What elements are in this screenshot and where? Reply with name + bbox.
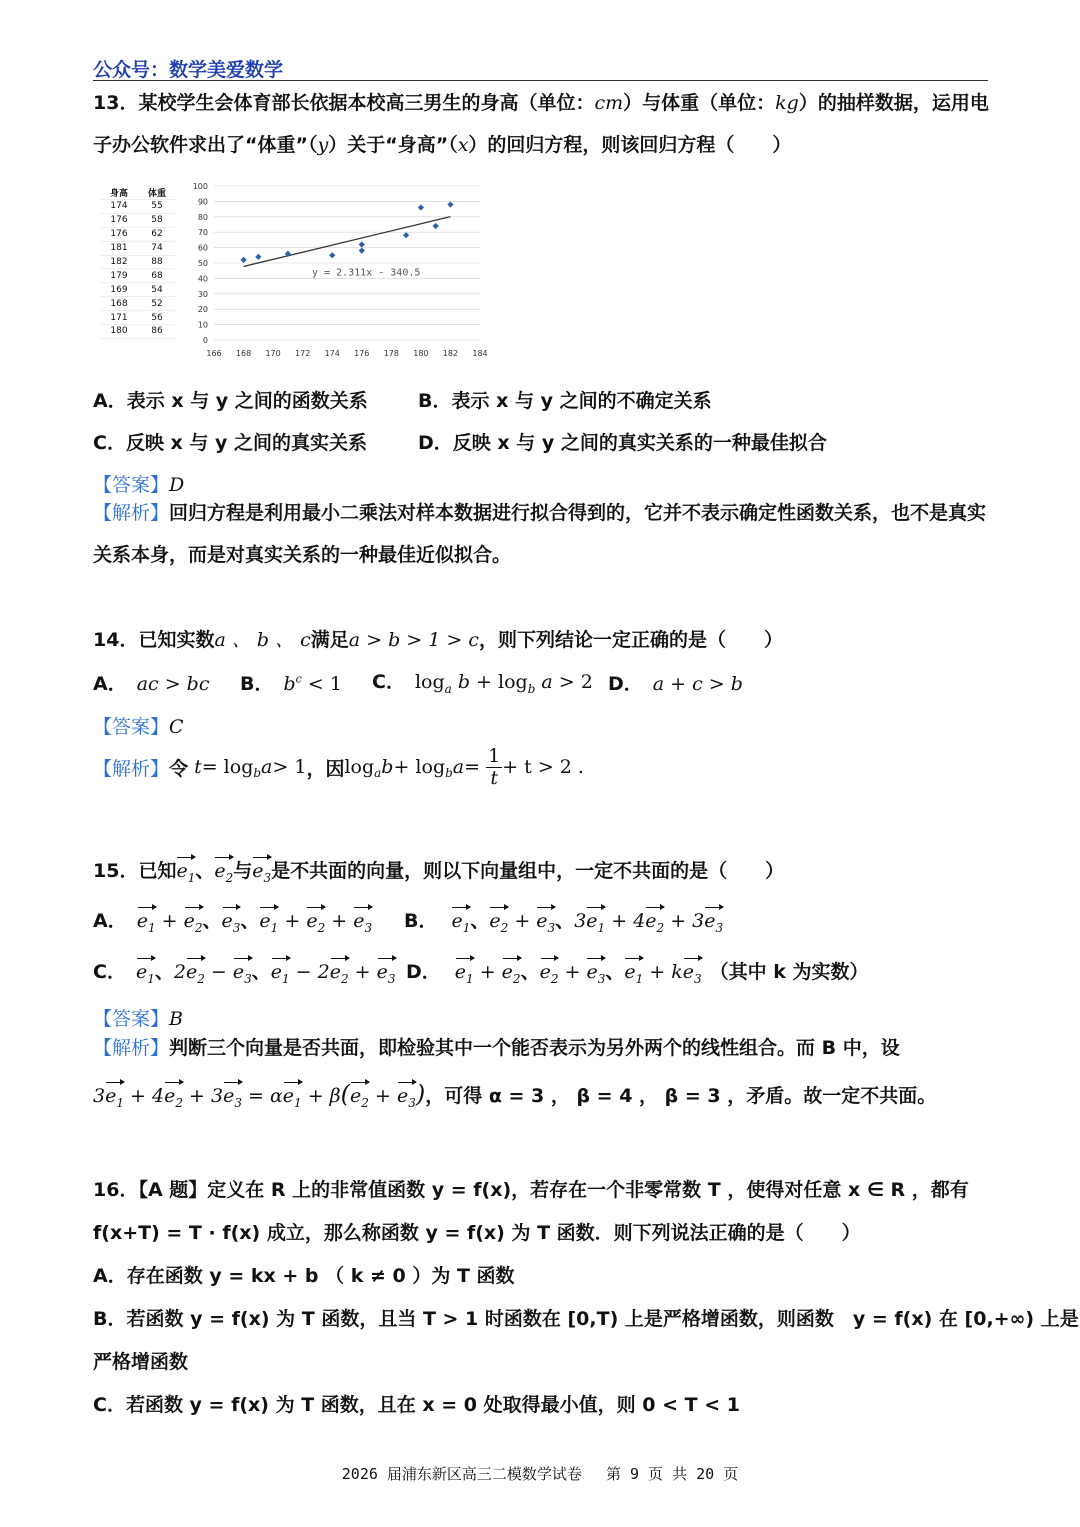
table-cell: 55	[138, 200, 176, 214]
x-tick-label: 170	[265, 349, 281, 358]
analysis-tag: 【解析】	[93, 1037, 170, 1059]
data-point	[255, 254, 261, 260]
data-point	[240, 257, 246, 263]
table-cell: 58	[138, 213, 176, 227]
y-tick-label: 80	[197, 212, 208, 222]
q13-analysis-text1: 回归方程是利用最小二乘法对样本数据进行拟合得到的，它并不表示确定性函数关系，也不是真实	[169, 502, 987, 524]
q15-option-d: D． $e_1 + e_2$、$e_2 + e_3$、$e_1 + ke_3$ （其中 k 为实数）	[406, 961, 869, 986]
table-cell: 62	[138, 227, 176, 241]
data-point	[359, 241, 365, 247]
q14-option-c-log1: log	[414, 671, 445, 693]
q14-analysis-line: 【解析】 令 t = log $_b$ a > 1 ，因 log $_a$ b + log $_b$ a = $\frac{1}{t}$ + t > 2 .	[93, 744, 584, 789]
table-cell: 86	[138, 325, 176, 339]
table-row	[100, 241, 176, 255]
answer-tag: 【答案】	[93, 716, 170, 738]
q14-option-b-tail: < 1	[301, 673, 342, 695]
table-cell: 180	[100, 325, 138, 339]
option-label: D．	[406, 961, 441, 983]
option-label: B．	[404, 910, 438, 932]
table-cell: 168	[100, 297, 138, 311]
x-tick-label: 172	[295, 349, 311, 358]
table-cell: 68	[138, 269, 176, 283]
data-point	[403, 232, 409, 238]
table-row	[100, 297, 176, 311]
y-tick-label: 70	[197, 228, 208, 238]
table-cell: 88	[138, 255, 176, 269]
option-label: C．	[372, 671, 405, 693]
answer-tag: 【答案】	[93, 474, 170, 496]
table-row	[100, 255, 176, 269]
table-row	[100, 283, 176, 297]
q15-stem: 15．已知$e_1$、$e_2$与$e_3$是不共面的向量，则以下向量组中，一定不共面的是（ ）	[93, 860, 785, 885]
table-cell: 176	[100, 227, 138, 241]
q16-line1: 16．【A 题】定义在 R 上的非常值函数 y = f(x)，若存在一个非零常数 T ，使得对任意 x ∈ R ，都有	[93, 1179, 969, 1201]
q16-option-b-line2: 严格增函数	[93, 1351, 189, 1373]
x-tick-label: 184	[472, 349, 488, 358]
data-point	[329, 252, 335, 258]
q16-option-b-line1: B．若函数 y = f(x) 为 T 函数，且当 T > 1 时函数在 [0,T) 上是严格增函数，则函数 y = f(x) 在 [0,+∞) 上是	[93, 1308, 1079, 1330]
x-tick-label: 180	[413, 349, 429, 358]
option-label: C．	[93, 961, 126, 983]
q13-figure	[96, 172, 492, 366]
q14-stem	[93, 625, 988, 652]
q14-option-b-base: b	[283, 673, 296, 695]
q14-fraction	[486, 746, 502, 789]
table-cell: 52	[138, 297, 176, 311]
option-label: D．	[608, 673, 643, 695]
q14-answer-line	[93, 712, 988, 739]
q14-analysis-a: 令	[169, 757, 189, 780]
x-tick-label: 176	[354, 349, 370, 358]
q15-analysis-line1	[93, 1033, 988, 1060]
table-header: 体重	[138, 186, 176, 200]
q13-text-f: ）的回归方程，则该回归方程（ ）	[468, 134, 792, 156]
table-row	[100, 311, 176, 325]
page-footer: 2026 届浦东新区高三二模数学试卷 第 9 页 共 20 页	[341, 1465, 739, 1483]
y-tick-label: 40	[197, 274, 208, 284]
q15-analysis-text1: 判断三个向量是否共面，即检验其中一个能否表示为另外两个的线性组合。而 B 中，设	[169, 1037, 900, 1059]
q14-text-c: ，则下列结论一定正确的是（ ）	[478, 629, 783, 651]
q13-var-x: x	[457, 134, 469, 156]
q14-option-b	[240, 669, 342, 696]
q13-unit-cm: cm	[594, 92, 624, 114]
q14-analysis-end: + t > 2 .	[502, 756, 584, 778]
q14-analysis-b: ，因	[306, 757, 345, 780]
q13-line2	[93, 130, 988, 157]
q15-text-a: 15．已知	[93, 860, 177, 882]
q14-answer: C	[169, 716, 184, 738]
q15-option-b: B． $e_1$、$e_2 + e_3$、$3e_1 + 4e_2 + 3e_3$	[404, 910, 724, 935]
header-wechat: 公众号：数学美爱数学	[93, 59, 284, 81]
q13-analysis-line2: 关系本身，而是对真实关系的一种最佳近似拟合。	[93, 544, 512, 566]
option-label: A．	[93, 910, 127, 932]
q15-answer-line	[93, 1004, 988, 1031]
data-point	[418, 204, 424, 210]
x-tick-label: 168	[235, 349, 252, 358]
table-cell: 171	[100, 311, 138, 325]
x-tick-label: 182	[442, 349, 459, 358]
q13-option-c: C．反映 x 与 y 之间的真实关系	[93, 432, 368, 454]
table-cell: 182	[100, 255, 138, 269]
option-label: A．	[93, 673, 127, 695]
q15-answer: B	[169, 1008, 183, 1030]
q14-option-a	[93, 669, 210, 696]
q13-unit-kg: kg	[775, 92, 799, 114]
table-cell: 169	[100, 283, 138, 297]
q13-data-table	[100, 186, 176, 339]
q13-text-a: 13．某校学生会体育部长依据本校高三男生的身高（单位：	[93, 92, 595, 114]
q13-option-b: B．表示 x 与 y 之间的不确定关系	[418, 390, 712, 412]
table-row	[100, 213, 176, 227]
table-cell: 56	[138, 311, 176, 325]
table-row	[100, 227, 176, 241]
q13-answer: D	[169, 474, 185, 496]
table-cell: 174	[100, 200, 138, 214]
q13-text-c: ）的抽样数据，运用电	[798, 92, 989, 114]
q15-option-c: C． $e_1$、$2e_2 - e_3$、$e_1 - 2e_2 + e_3$	[93, 961, 396, 986]
q14-vars: a 、 b 、 c	[214, 629, 311, 651]
q14-text-a: 14．已知实数	[93, 629, 215, 651]
table-header: 身高	[100, 186, 138, 200]
option-label: B．	[240, 673, 274, 695]
q13-text-b: ）与体重（单位：	[623, 92, 776, 114]
y-tick-label: 20	[197, 305, 208, 315]
q13-line1	[93, 88, 988, 115]
analysis-tag: 【解析】	[93, 502, 170, 524]
q13-option-d: D．反映 x 与 y 之间的真实关系的一种最佳拟合	[418, 432, 827, 454]
q16-line2: f(x+T) = T · f(x) 成立，那么称函数 y = f(x) 为 T 函数．则下列说法正确的是（ ）	[93, 1222, 861, 1244]
q15-text-b: 是不共面的向量，则以下向量组中，一定不共面的是（ ）	[271, 860, 785, 882]
q13-var-y: y	[317, 134, 329, 156]
q13-answer-line	[93, 470, 988, 497]
q15-option-d-note: （其中 k 为实数）	[709, 961, 869, 983]
table-cell: 74	[138, 241, 176, 255]
y-tick-label: 60	[197, 243, 208, 253]
header-rule	[93, 80, 988, 81]
q13-text-e: ）关于“身高”（	[328, 134, 458, 156]
trendline	[244, 217, 451, 267]
table-cell: 181	[100, 241, 138, 255]
answer-tag: 【答案】	[93, 1008, 170, 1030]
q16-option-c: C．若函数 y = f(x) 为 T 函数，且在 x = 0 处取得最小值，则 0 < T < 1	[93, 1394, 740, 1416]
q14-frac-den: t	[490, 766, 498, 789]
x-tick-label: 166	[206, 349, 222, 358]
x-tick-label: 178	[383, 349, 399, 358]
table-cell: 54	[138, 283, 176, 297]
table-row	[100, 269, 176, 283]
analysis-tag: 【解析】	[93, 757, 170, 780]
q14-condition: a > b > 1 > c	[348, 629, 479, 651]
q15-analysis-line2: $3e_1 + 4e_2 + 3e_3 = \alpha e_1 + \beta(e_2 + e_3)$，可得 α = 3 ， β = 4 ， β = 3 ，矛盾。故一定不共面。	[93, 1080, 937, 1110]
q13-scatter-chart	[188, 172, 492, 366]
q15-analysis-tail: ，可得 α = 3 ， β = 4 ， β = 3 ，矛盾。故一定不共面。	[425, 1085, 937, 1107]
q14-frac-num: 1	[488, 744, 501, 767]
y-tick-label: 100	[192, 182, 208, 191]
table-cell: 179	[100, 269, 138, 283]
q14-text-b: 满足	[310, 629, 349, 651]
q13-option-a: A．表示 x 与 y 之间的函数关系	[93, 390, 368, 412]
q14-option-c: C． $\log_a b + \log_b a > 2$	[372, 671, 593, 696]
y-tick-label: 10	[197, 320, 208, 330]
q13-text-d: 子办公软件求出了“体重”（	[93, 134, 318, 156]
data-point	[433, 223, 439, 229]
table-row	[100, 325, 176, 339]
q15-option-a: A． $e_1 + e_2$、$e_3$、$e_1 + e_2 + e_3$	[93, 910, 373, 935]
data-point	[447, 201, 453, 207]
y-tick-label: 30	[197, 289, 208, 299]
q13-analysis-line1	[93, 498, 988, 525]
y-tick-label: 0	[202, 336, 208, 345]
equation-label: y = 2.311x - 340.5	[312, 267, 421, 279]
y-tick-label: 90	[197, 197, 208, 207]
table-row	[100, 200, 176, 214]
q14-option-a-expr: ac > bc	[136, 673, 210, 695]
q14-option-d	[608, 669, 743, 696]
y-tick-label: 50	[197, 259, 208, 268]
q14-option-d-expr: a + c > b	[652, 673, 743, 695]
x-tick-label: 174	[324, 349, 340, 358]
q16-option-a: A．存在函数 y = kx + b （ k ≠ 0 ）为 T 函数	[93, 1265, 515, 1287]
data-point	[359, 248, 365, 254]
q14-option-b-exp: c	[295, 672, 302, 686]
table-cell: 176	[100, 213, 138, 227]
